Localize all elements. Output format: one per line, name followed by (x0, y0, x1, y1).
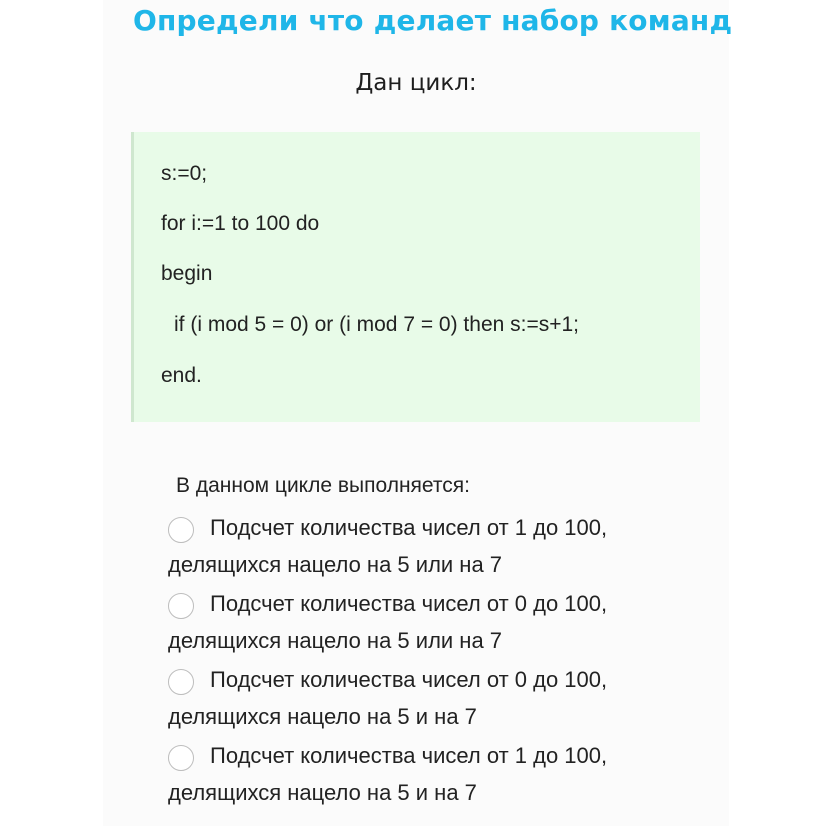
question-text: В данном цикле выполняется: (176, 474, 470, 497)
answer-option-text: делящихся нацело на 5 и на 7 (168, 704, 477, 729)
code-line: for i:=1 to 100 do (161, 212, 320, 235)
answer-option-text: Подсчет количества чисел от 0 до 100, (210, 667, 608, 692)
answer-option-text: делящихся нацело на 5 или на 7 (168, 552, 503, 577)
code-line: end. (161, 364, 202, 387)
page-title: Определи что делает набор команд (133, 4, 733, 37)
code-line: if (i mod 5 = 0) or (i mod 7 = 0) then s:=s+1; (174, 313, 580, 336)
radio-button-icon[interactable] (168, 517, 194, 543)
answer-option-text: делящихся нацело на 5 и на 7 (168, 780, 477, 805)
radio-button-icon[interactable] (168, 669, 194, 695)
answer-option-text: Подсчет количества чисел от 1 до 100, (210, 743, 608, 768)
code-block (131, 132, 700, 422)
radio-button-icon[interactable] (168, 593, 194, 619)
code-line: s:=0; (161, 162, 208, 185)
code-line: begin (161, 262, 213, 285)
answer-option-text: Подсчет количества чисел от 1 до 100, (210, 515, 608, 540)
answer-option-text: Подсчет количества чисел от 0 до 100, (210, 591, 608, 616)
answer-option-text: делящихся нацело на 5 или на 7 (168, 628, 503, 653)
task-subtitle: Дан цикл: (355, 70, 477, 96)
radio-button-icon[interactable] (168, 745, 194, 771)
